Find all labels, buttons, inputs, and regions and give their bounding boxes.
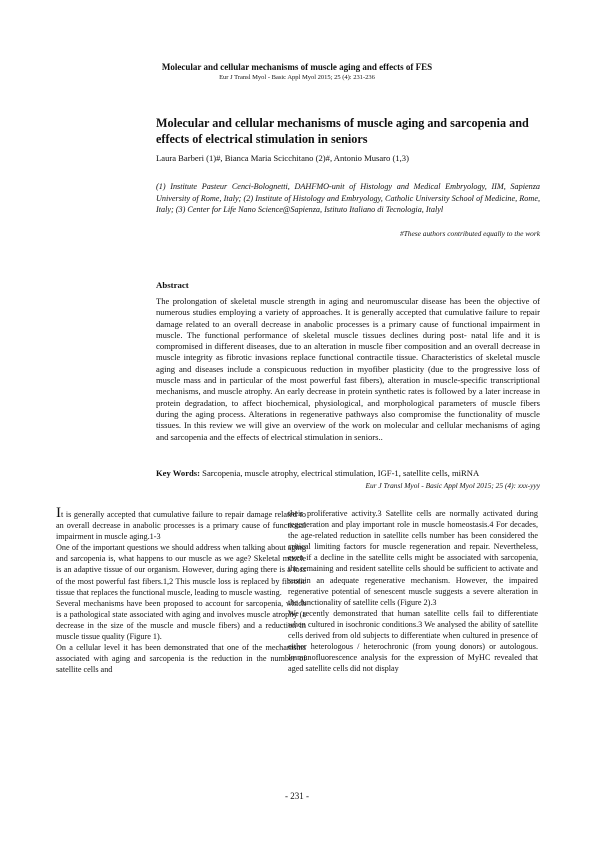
drop-cap: I [56, 505, 61, 521]
keywords [156, 468, 540, 478]
paragraph: Several mechanisms have been proposed to account for sarcopenia, which is a pathological state associated with aging and involves muscle atrophy (a decrease in the size of the muscle and muscle fibers) and a reduction in muscle tissue quality (Figure 1). [56, 598, 306, 642]
keywords-list: Sarcopenia, muscle atrophy, electrical stimulation, IGF-1, satellite cells, miRNA [202, 468, 480, 478]
abstract-text: The prolongation of skeletal muscle strength in aging and neuromuscular disease has been the objective of numerous studies employing a variety of approaches. It is generally accepted that cumulative failure to repair damage related to an overall decrease in anabolic processes is a primary cause of functional impairment in muscle. The functional performance of skeletal muscle tissues declines during post- natal life and it is compromised in different diseases, due to an alteration in muscle fiber composition and an overall decrease in muscle integrity as fibrotic invasions replace functional contractile tissue. Characteristics of skeletal muscle aging and diseases include a conspicuous reduction in myofiber plasticity (due to the progressive loss of muscle mass and in particular of the most powerful fast fibers), alteration in muscle-specific transcriptional mechanisms, and muscle atrophy. An early decrease in protein synthetic rates is followed by a later increase in protein degradation, to affect biochemical, physiological, and morphological parameters of muscle fibers during the aging process. Alterations in regenerative pathways also compromise the functionality of muscle tissues. In this review we will give an overview of the work on molecular and cellular mechanisms of aging and sarcopenia and the effects of electrical stimulation in seniors.. [156, 296, 540, 442]
paragraph [56, 505, 306, 542]
abstract-heading: Abstract [156, 280, 189, 290]
keywords-label: Key Words: [156, 468, 201, 478]
paragraph: On a cellular level it has been demonstrated that one of the mechanisms associated with aging and sarcopenia is the reduction in the number of satellite cells and [56, 643, 306, 675]
page-number: - 231 - [285, 791, 309, 801]
article-title: Molecular and cellular mechanisms of muscle aging and sarcopenia and effects of electrical stimulation in seniors [156, 116, 529, 146]
paragraph: One of the important questions we should address when talking about aging and sarcopenia is, what happens to our muscle as we age? Skeletal muscle is an adaptive tissue of our organism. However, during aging there is a loss of the most powerful fast fibers.1,2 This muscle loss is replaced by fibrotic tissue that replaces the functional muscle, leading to muscle wasting. [56, 543, 306, 597]
affiliations: (1) Institute Pasteur Cenci-Bolognetti, DAHFMO-unit of Histology and Medical Embryology, IIM, Sapienza University of Rome, Italy; (2) Institute of Histology and Embryology, Catholic University School of Medicine, Rome, Italy; (3) Center for Life Nano Science@Sapienza, Istituto Italiano di Tecnologia, Italyl [156, 182, 540, 215]
journal-citation: Eur J Transl Myol - Basic Appl Myol 2015; 25 (4): 231-236 [219, 74, 375, 81]
body-column-right [288, 508, 538, 674]
paragraph-text: t is generally accepted that cumulative failure to repair damage related to an overall decrease in anabolic processes is a primary cause of functional impairment in muscle aging.1-3 [56, 510, 306, 542]
equal-contribution-note: #These authors contributed equally to the work [400, 229, 540, 238]
running-title: Molecular and cellular mechanisms of muscle aging and effects of FES [161, 62, 433, 72]
authors: Laura Barberi (1)#, Bianca Maria Scicchitano (2)#, Antonio Musaro (1,3) [156, 153, 409, 163]
body-column-left [56, 505, 306, 675]
paragraph: their proliferative activity.3 Satellite cells are normally activated during regeneration and play important role in muscle homeostasis.4 For decades, the age-related reduction in satellite cells number has been considered the critical limiting factors for muscle regeneration and repair. Nevertheless, even if a decline in the satellite cells might be associated with sarcopenia, the remaining and resident satellite cells should be sufficient to activate and sustain an adequate regenerative mechanism. However, the impaired regenerative potential of senescent muscle suggests a severe alteration in the functionality of satellite cells (Figure 2).3 [288, 509, 538, 607]
paragraph: We recently demonstrated that human satellite cells fail to differentiate when cultured in isochronic conditions.3 We analysed the ability of satellite cells derived from old subjects to differentiate when cultured in presence of either heterologous / heterochronic (from young donors) or autologous. Immunofluorescence analysis for the expression of MyHC revealed that aged satellite cells did not display [288, 608, 538, 674]
article-citation: Eur J Transl Myol - Basic Appl Myol 2015; 25 (4): xxx-yyy [365, 481, 540, 490]
